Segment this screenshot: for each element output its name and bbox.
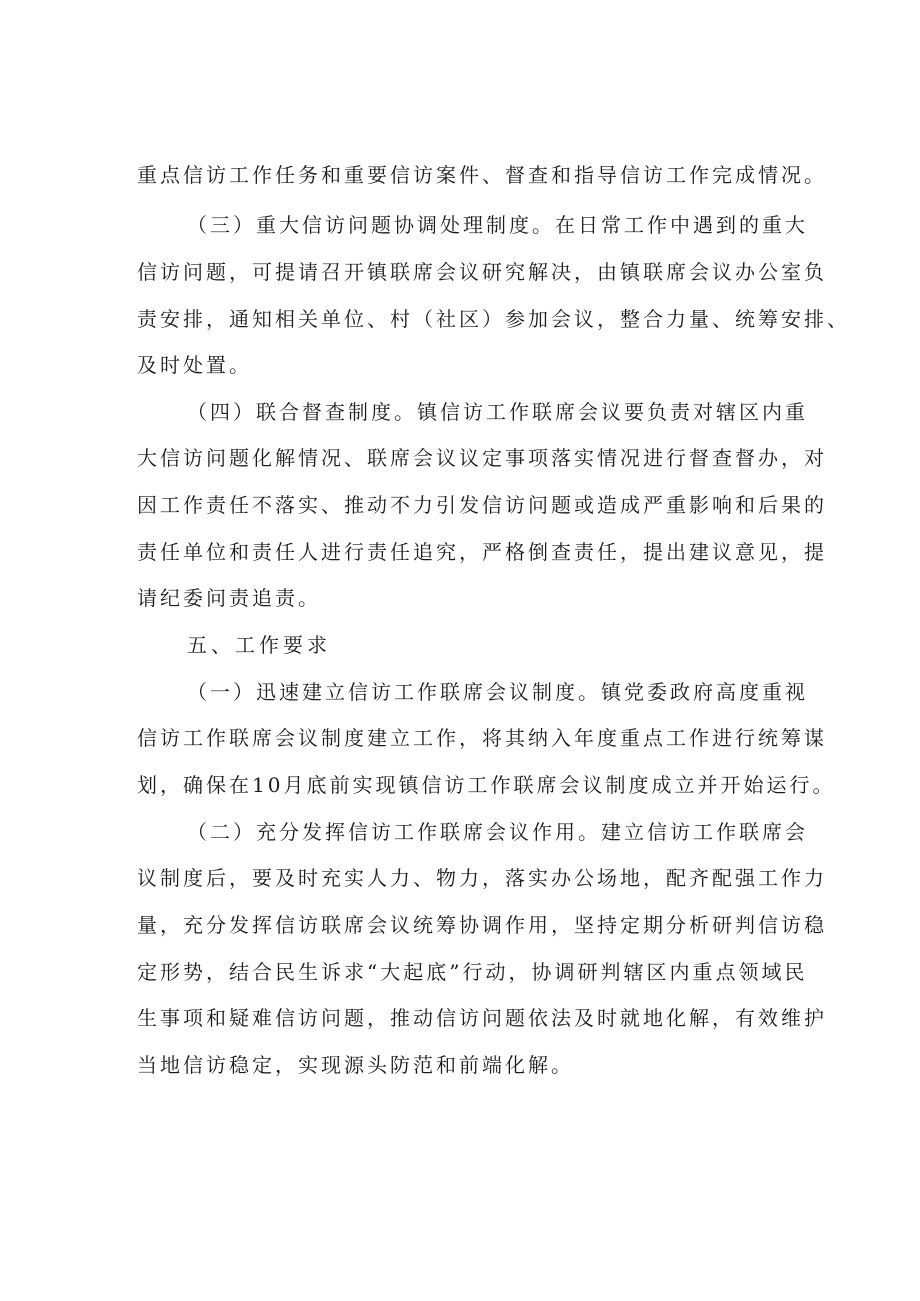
text-line: 重点信访工作任务和重要信访案件、督查和指导信访工作完成情况。 (137, 163, 827, 187)
text-line: 定形势，结合民生诉求“大起底”行动，协调研判辖区内重点领域民 (137, 960, 808, 984)
text-line: 划，确保在10月底前实现镇信访工作联席会议制度成立并开始运行。 (137, 773, 836, 797)
section-4-heading-line: （四）联合督查制度。镇信访工作联席会议要负责对辖区内重 (187, 400, 808, 424)
text-line: 议制度后，要及时充实人力、物力，落实办公场地，配齐配强工作力 (137, 866, 827, 890)
text-line: 当地信访稳定，实现源头防范和前端化解。 (137, 1053, 574, 1077)
text-line: 责任单位和责任人进行责任追究，严格倒查责任，提出建议意见，提 (137, 540, 827, 564)
section-five-heading: 五、工作要求 (187, 633, 331, 657)
text-line: 责安排，通知相关单位、村（社区）参加会议，整合力量、统筹安排、 (137, 307, 850, 331)
text-line: 及时处置。 (137, 353, 252, 377)
text-line: 信访工作联席会议制度建立工作，将其纳入年度重点工作进行统筹谋 (137, 726, 827, 750)
text-line: 因工作责任不落实、推动不力引发信访问题或造成严重影响和后果的 (137, 493, 827, 517)
item-1-heading-line: （一）迅速建立信访工作联席会议制度。镇党委政府高度重视 (187, 680, 808, 704)
text-line: 信访问题，可提请召开镇联席会议研究解决，由镇联席会议办公室负 (137, 260, 827, 284)
text-line: 请纪委问责追责。 (137, 586, 321, 610)
text-line: 生事项和疑难信访问题，推动信访问题依法及时就地化解，有效维护 (137, 1006, 827, 1030)
text-line: 大信访问题化解情况、联席会议议定事项落实情况进行督查督办，对 (137, 446, 827, 470)
section-3-heading-line: （三）重大信访问题协调处理制度。在日常工作中遇到的重大 (187, 213, 808, 237)
text-line: 量，充分发挥信访联席会议统筹协调作用，坚持定期分析研判信访稳 (137, 913, 827, 937)
item-2-heading-line: （二）充分发挥信访工作联席会议作用。建立信访工作联席会 (187, 820, 808, 844)
